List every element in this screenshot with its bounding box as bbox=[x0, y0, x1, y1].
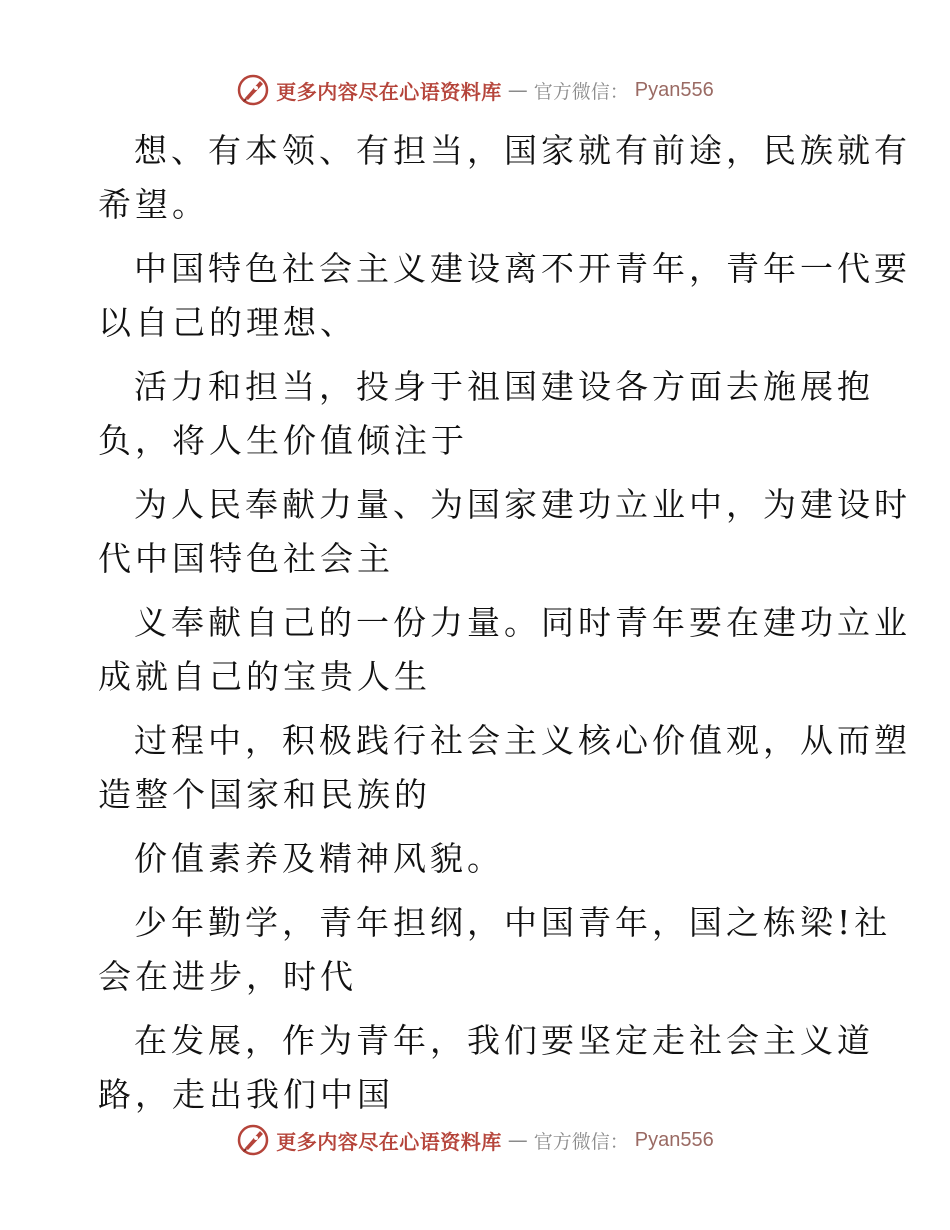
body-line: 负，将人生价值倾注于 bbox=[98, 421, 468, 460]
body-line: 少年勤学，青年担纲，中国青年，国之栋梁!社 bbox=[134, 903, 892, 942]
body-line: 希望。 bbox=[98, 185, 209, 224]
wechat-label: 官方微信： bbox=[533, 80, 629, 103]
body-line: 价值素养及精神风貌。 bbox=[134, 839, 504, 878]
body-line: 为人民奉献力量、为国家建功立业中，为建设时 bbox=[134, 485, 911, 524]
footer-watermark-banner bbox=[0, 1120, 950, 1160]
body-line: 会在进步，时代 bbox=[98, 957, 357, 996]
body-line: 成就自己的宝贵人生 bbox=[98, 657, 431, 696]
body-line: 想、有本领、有担当，国家就有前途，民族就有 bbox=[134, 131, 911, 170]
body-line: 以自己的理想、 bbox=[98, 303, 357, 342]
quill-pen-logo-icon bbox=[236, 73, 270, 107]
body-line: 代中国特色社会主 bbox=[98, 539, 394, 578]
body-line: 过程中，积极践行社会主义核心价值观，从而塑 bbox=[134, 721, 911, 760]
body-line: 中国特色社会主义建设离不开青年，青年一代要 bbox=[134, 249, 911, 288]
brand-text: 更多内容尽在心语资料库 bbox=[276, 1129, 502, 1154]
document-body bbox=[98, 124, 911, 1122]
header-watermark-banner bbox=[0, 70, 950, 110]
body-line: 义奉献自己的一份力量。同时青年要在建功立业 bbox=[134, 603, 911, 642]
body-line: 在发展，作为青年，我们要坚定走社会主义道 bbox=[134, 1021, 874, 1060]
wechat-id: Pyan556 bbox=[634, 78, 714, 101]
wechat-label: 官方微信： bbox=[533, 1130, 629, 1153]
banner-separator: — bbox=[507, 78, 528, 102]
body-line: 路，走出我们中国 bbox=[98, 1075, 394, 1114]
body-line: 造整个国家和民族的 bbox=[98, 775, 431, 814]
wechat-id: Pyan556 bbox=[634, 1128, 714, 1151]
quill-pen-logo-icon bbox=[236, 1123, 270, 1157]
banner-separator: — bbox=[507, 1128, 528, 1152]
brand-text: 更多内容尽在心语资料库 bbox=[276, 79, 502, 104]
body-line: 活力和担当，投身于祖国建设各方面去施展抱 bbox=[134, 367, 874, 406]
